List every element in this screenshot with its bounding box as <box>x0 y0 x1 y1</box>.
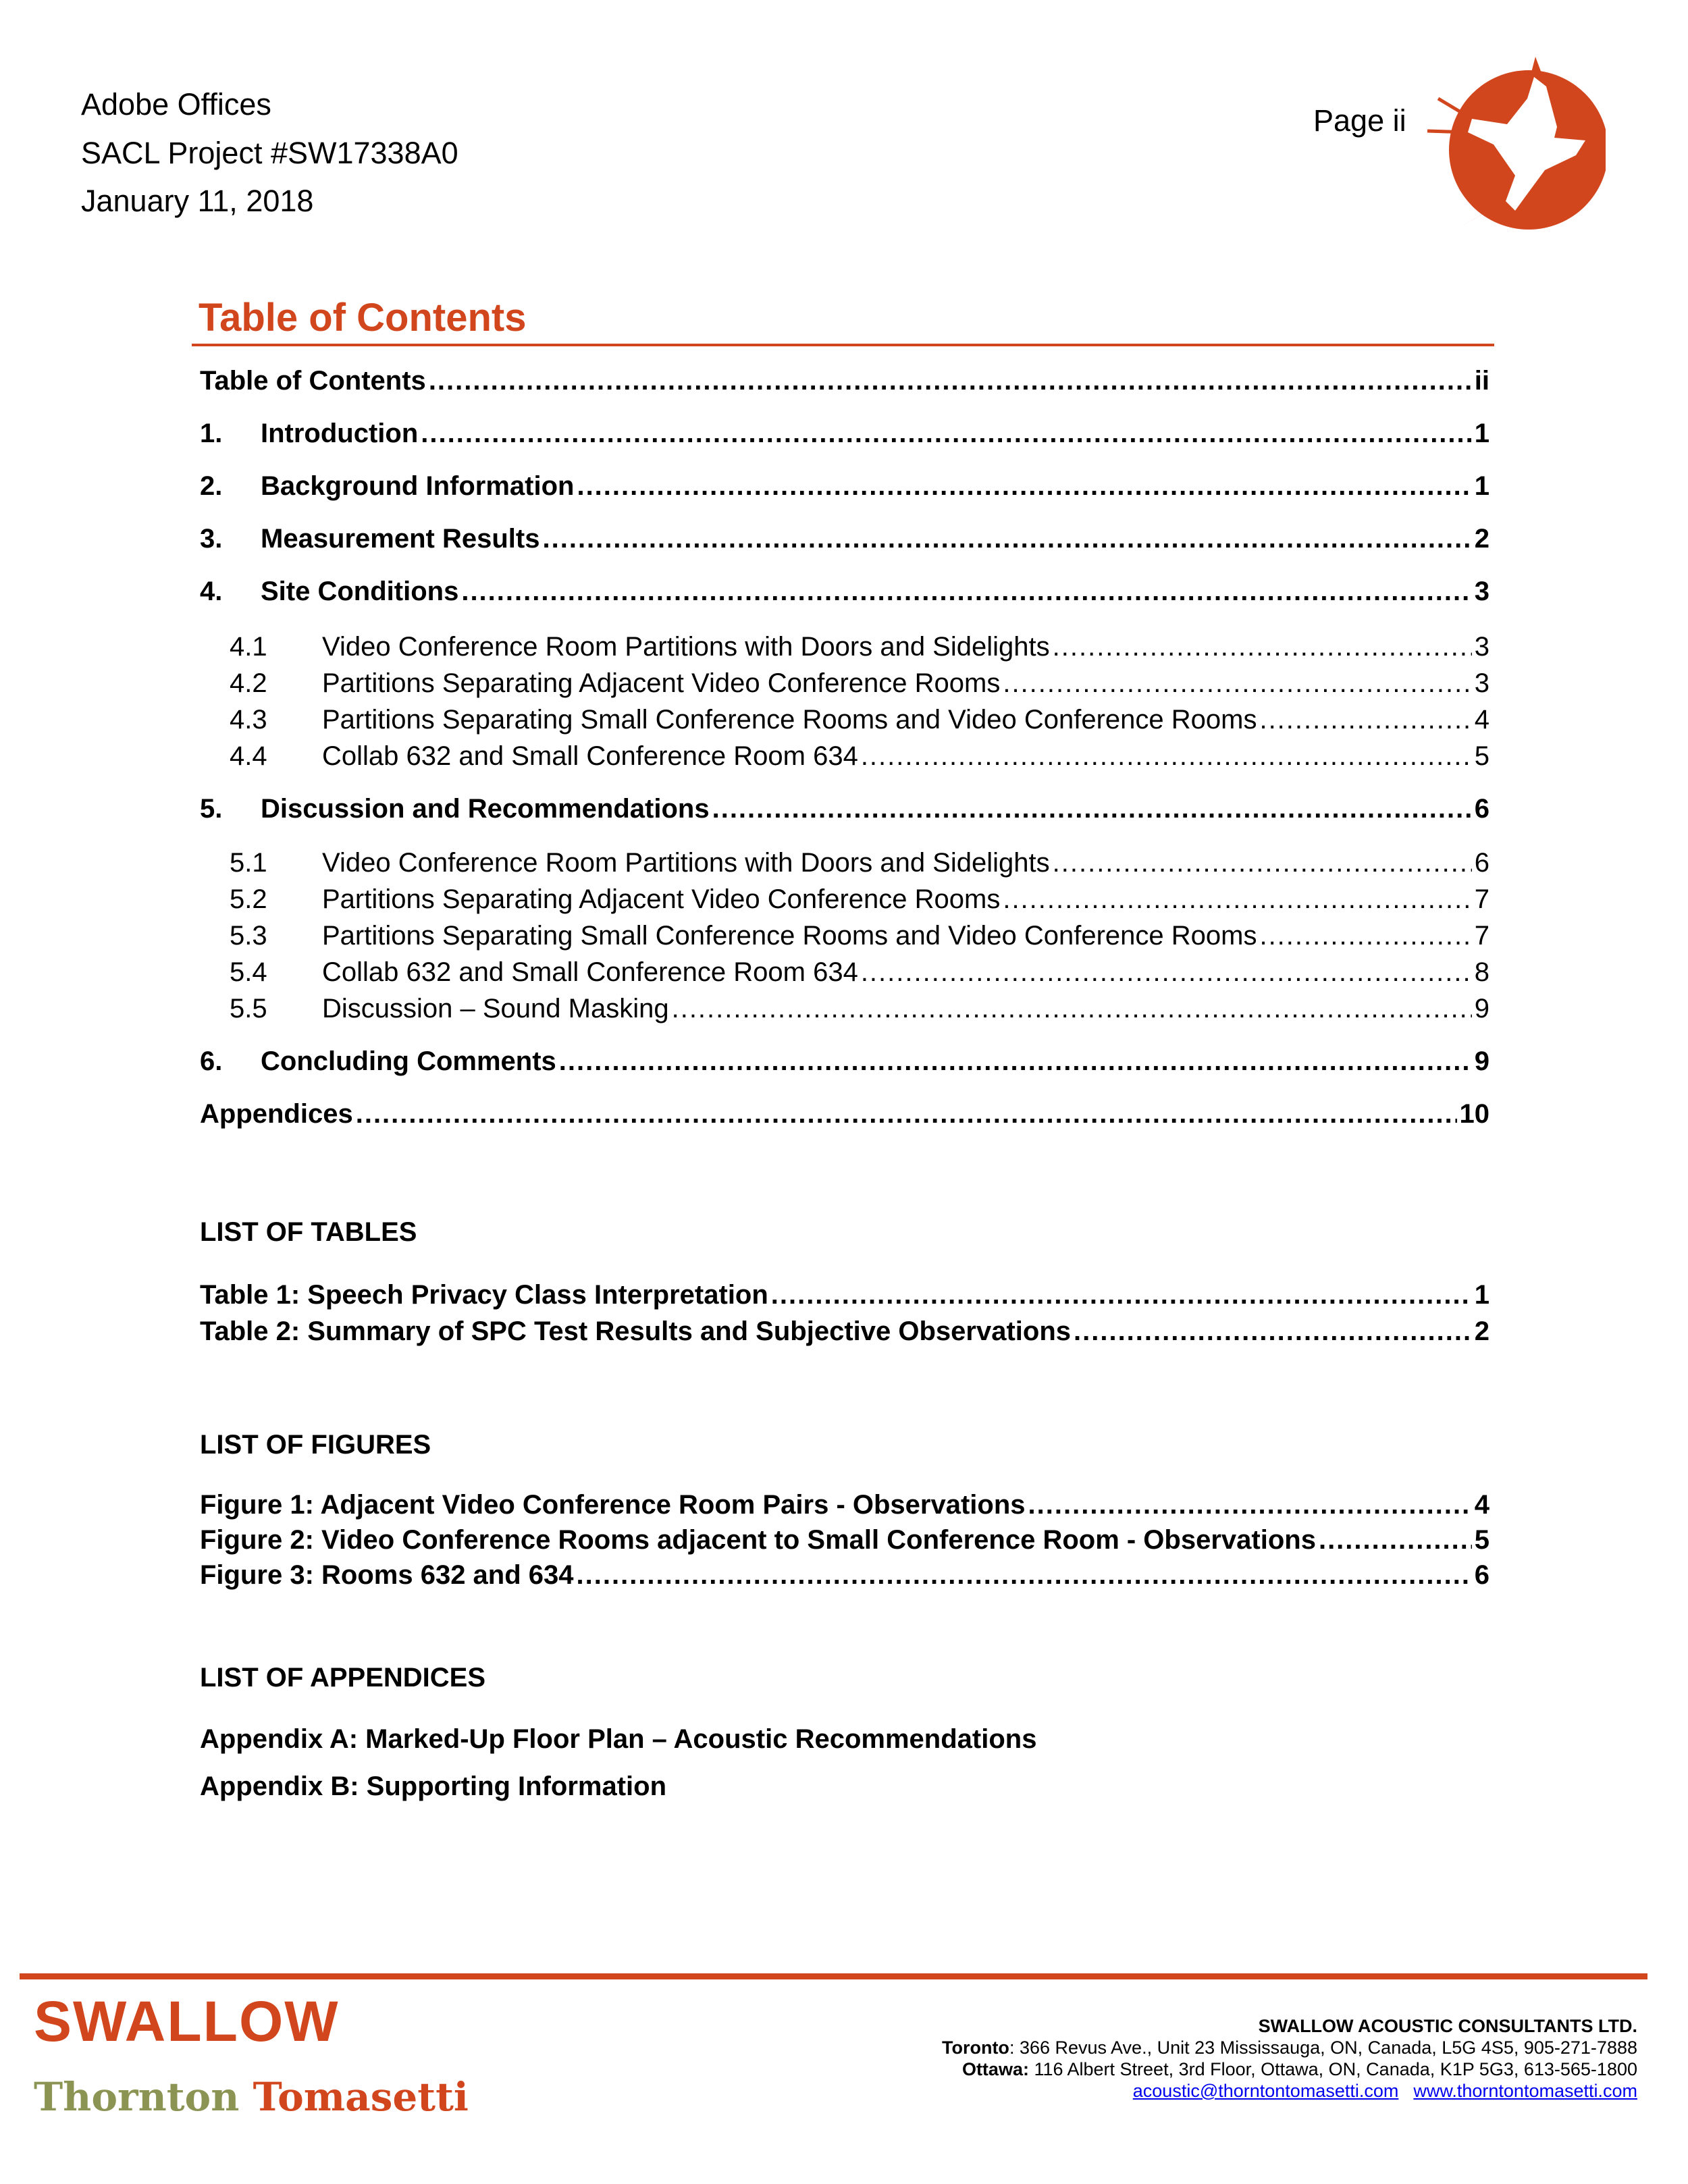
thornton-wordmark: Thornton <box>34 2074 240 2120</box>
toc-entry-number: 5.2 <box>230 884 267 914</box>
header-date: January 11, 2018 <box>81 184 314 218</box>
toc-subentry[interactable] <box>200 959 1489 986</box>
toc-subentry[interactable] <box>200 886 1489 913</box>
footer-ottawa-address <box>942 2058 1637 2080</box>
toc-entry-number: 5.5 <box>230 994 267 1023</box>
toc-entry-page: 5 <box>1474 741 1489 771</box>
figure-list-label: Figure 2: Video Conference Rooms adjacent to Small Conference Room - Observations <box>200 1525 1316 1555</box>
header-project-name: Adobe Offices <box>81 87 271 122</box>
dot-leader <box>672 995 1472 1022</box>
swallow-logo-wordmark: SWALLOW <box>34 1990 340 2053</box>
figure-list-entry[interactable] <box>200 1562 1489 1589</box>
dot-leader <box>1028 1491 1472 1518</box>
dot-leader <box>542 525 1471 552</box>
toc-entry[interactable] <box>200 578 1489 605</box>
figure-list-entry[interactable] <box>200 1526 1489 1553</box>
toc-entry-label: Partitions Separating Small Conference Rooms and Video Conference Rooms <box>322 921 1257 951</box>
toc-entry-page: 4 <box>1474 705 1489 735</box>
toc-entry-label: Collab 632 and Small Conference Room 634 <box>322 741 858 771</box>
figure-list-label: Figure 3: Rooms 632 and 634 <box>200 1560 574 1590</box>
toc-entry-label: Measurement Results <box>261 524 540 554</box>
table-list-entry[interactable] <box>200 1318 1489 1345</box>
toronto-address: : 366 Revus Ave., Unit 23 Mississauga, ON, Canada, L5G 4S5, 905-271-7888 <box>1009 2037 1637 2058</box>
swallow-bird-logo-icon <box>1426 57 1606 234</box>
toc-entry-label: Discussion and Recommendations <box>261 794 710 824</box>
toc-entry-page: 8 <box>1474 957 1489 987</box>
toc-entry-number: 1. <box>200 419 223 448</box>
dot-leader <box>771 1281 1472 1308</box>
toc-title: Table of Contents <box>199 296 527 340</box>
toc-entry-number: 4.2 <box>230 668 267 698</box>
toc-entry-page: 6 <box>1474 848 1489 878</box>
toc-entry-label: Background Information <box>261 471 575 501</box>
dot-leader <box>421 420 1471 447</box>
toc-entry-label: Site Conditions <box>261 577 459 606</box>
toc-title-rule <box>192 344 1494 346</box>
toc-subentry[interactable] <box>200 633 1489 660</box>
appendix-b[interactable]: Appendix B: Supporting Information <box>200 1772 667 1801</box>
dot-leader <box>1259 706 1471 733</box>
ottawa-address: 116 Albert Street, 3rd Floor, Ottawa, ON, Canada, K1P 5G3, 613-565-1800 <box>1028 2059 1637 2079</box>
figure-list-entry[interactable] <box>200 1491 1489 1518</box>
figure-list-page: 4 <box>1474 1490 1489 1520</box>
toc-entry[interactable] <box>200 1100 1489 1127</box>
table-list-label: Table 2: Summary of SPC Test Results and Subjective Observations <box>200 1316 1071 1346</box>
toc-entry-label: Discussion – Sound Masking <box>322 994 669 1023</box>
table-list-label: Table 1: Speech Privacy Class Interpretation <box>200 1280 768 1310</box>
ottawa-label: Ottawa: <box>961 2059 1029 2079</box>
website-link[interactable]: www.thorntontomasetti.com <box>1413 2081 1637 2101</box>
dot-leader <box>577 473 1471 500</box>
toc-entry-number: 3. <box>200 524 223 554</box>
dot-leader <box>559 1048 1472 1075</box>
dot-leader <box>1003 886 1471 913</box>
toc-entry-page: 9 <box>1474 1046 1489 1076</box>
toc-entry-number: 5.1 <box>230 848 267 878</box>
toc-entry-page: 1 <box>1474 419 1489 448</box>
toc-entry-number: 4.1 <box>230 632 267 662</box>
toc-entry-page: 7 <box>1474 884 1489 914</box>
toc-entry-number: 4. <box>200 577 223 606</box>
table-list-page: 2 <box>1474 1316 1489 1346</box>
toc-entry-number: 4.4 <box>230 741 267 771</box>
footer-contact-block <box>942 2015 1637 2102</box>
toc-entry-label: Table of Contents <box>200 366 426 396</box>
dot-leader <box>1259 922 1471 949</box>
toc-entry[interactable] <box>200 367 1489 394</box>
tomasetti-wordmark: Tomasetti <box>253 2074 469 2120</box>
email-link[interactable]: acoustic@thorntontomasetti.com <box>1132 2081 1399 2101</box>
toc-entry-number: 5.4 <box>230 957 267 987</box>
toc-entry-number: 4.3 <box>230 705 267 735</box>
list-of-figures-heading: LIST OF FIGURES <box>200 1430 431 1460</box>
toc-subentry[interactable] <box>200 922 1489 949</box>
thornton-tomasetti-logo <box>34 2074 469 2120</box>
figure-list-label: Figure 1: Adjacent Video Conference Room Pairs - Observations <box>200 1490 1026 1520</box>
toc-entry-page: 1 <box>1474 471 1489 501</box>
toc-entry-label: Partitions Separating Adjacent Video Conference Rooms <box>322 884 1001 914</box>
dot-leader <box>461 578 1471 605</box>
figure-list-page: 6 <box>1474 1560 1489 1590</box>
toc-entry-page: 2 <box>1474 524 1489 554</box>
toc-entry[interactable] <box>200 1048 1489 1075</box>
toc-subentry[interactable] <box>200 743 1489 770</box>
toc-subentry[interactable] <box>200 995 1489 1022</box>
table-list-entry[interactable] <box>200 1281 1489 1308</box>
toc-entry-page: 3 <box>1474 668 1489 698</box>
table-list-page: 1 <box>1474 1280 1489 1310</box>
toc-entry-number: 5. <box>200 794 223 824</box>
toc-entry-label: Appendices <box>200 1099 353 1129</box>
toc-entry-label: Video Conference Room Partitions with Doors and Sidelights <box>322 632 1050 662</box>
dot-leader <box>1003 670 1471 697</box>
dot-leader <box>861 743 1472 770</box>
toc-entry[interactable] <box>200 420 1489 447</box>
toc-entry[interactable] <box>200 795 1489 822</box>
dot-leader <box>356 1100 1457 1127</box>
toc-entry-label: Introduction <box>261 419 419 448</box>
header-project-number: SACL Project #SW17338A0 <box>81 136 458 170</box>
list-of-appendices-heading: LIST OF APPENDICES <box>200 1663 486 1693</box>
list-of-tables-heading: LIST OF TABLES <box>200 1217 417 1247</box>
dot-leader <box>429 367 1472 394</box>
dot-leader <box>861 959 1472 986</box>
toc-entry-page: ii <box>1474 366 1489 396</box>
dot-leader <box>1053 633 1472 660</box>
dot-leader <box>712 795 1472 822</box>
footer-toronto-address <box>942 2037 1637 2058</box>
toc-entry-page: 3 <box>1474 577 1489 606</box>
toronto-label: Toronto <box>941 2037 1009 2058</box>
toc-entry-label: Video Conference Room Partitions with Doors and Sidelights <box>322 848 1050 878</box>
appendix-a[interactable]: Appendix A: Marked-Up Floor Plan – Acoustic Recommendations <box>200 1724 1037 1754</box>
toc-entry[interactable] <box>200 473 1489 500</box>
toc-entry[interactable] <box>200 525 1489 552</box>
toc-entry-label: Collab 632 and Small Conference Room 634 <box>322 957 858 987</box>
toc-entry-number: 6. <box>200 1046 223 1076</box>
footer-links <box>942 2080 1637 2102</box>
dot-leader <box>1074 1318 1472 1345</box>
footer-rule <box>20 1973 1647 1979</box>
figure-list-page: 5 <box>1474 1525 1489 1555</box>
toc-entry-label: Partitions Separating Adjacent Video Conference Rooms <box>322 668 1001 698</box>
toc-entry-label: Concluding Comments <box>261 1046 556 1076</box>
dot-leader <box>577 1562 1472 1589</box>
toc-entry-label: Partitions Separating Small Conference Rooms and Video Conference Rooms <box>322 705 1257 735</box>
toc-entry-page: 7 <box>1474 921 1489 951</box>
toc-subentry[interactable] <box>200 849 1489 876</box>
toc-entry-page: 10 <box>1459 1099 1489 1129</box>
toc-entry-page: 9 <box>1474 994 1489 1023</box>
toc-entry-page: 6 <box>1474 794 1489 824</box>
toc-subentry[interactable] <box>200 670 1489 697</box>
dot-leader <box>1053 849 1472 876</box>
toc-subentry[interactable] <box>200 706 1489 733</box>
dot-leader <box>1319 1526 1472 1553</box>
toc-entry-page: 3 <box>1474 632 1489 662</box>
toc-entry-number: 2. <box>200 471 223 501</box>
footer-company-name: SWALLOW ACOUSTIC CONSULTANTS LTD. <box>1258 2016 1637 2036</box>
page-number-label: Page ii <box>1313 103 1406 138</box>
toc-entry-number: 5.3 <box>230 921 267 951</box>
